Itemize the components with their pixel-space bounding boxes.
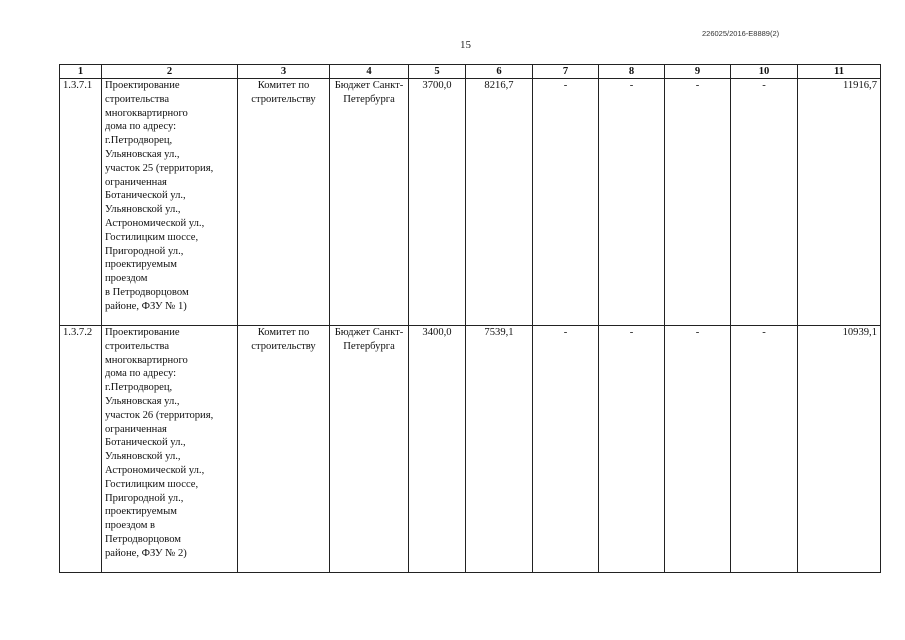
table-row <box>60 326 881 573</box>
row-value-col10: - <box>731 326 798 573</box>
row-description: Проектирование строительства многоквартирного дома по адресу: г.Петродворец, Ульяновская ул., участок 25 (территория, ограниченная Ботанической ул., Ульяновской ул., Астрономической ул., Гостилицким шоссе, Пригородной ул., проектируемым проездом в Петродворцовом районе, ФЗУ № 1) <box>102 79 238 326</box>
row-value-col10: - <box>731 79 798 326</box>
column-header: 7 <box>533 65 599 79</box>
document-registration-number: 226025/2016-Е8889(2) <box>702 29 780 38</box>
column-header: 2 <box>102 65 238 79</box>
table-row <box>60 79 881 326</box>
row-value-col8: - <box>599 326 665 573</box>
column-header: 4 <box>330 65 409 79</box>
row-description: Проектирование строительства многоквартирного дома по адресу: г.Петродворец, Ульяновская ул., участок 26 (территория, ограниченная Ботанической ул., Ульяновской ул., Астрономической ул., Гостилицким шоссе, Пригородной ул., проектируемым проездом в Петродворцовом районе, ФЗУ № 2) <box>102 326 238 573</box>
page-number: 15 <box>460 39 471 51</box>
row-value-col6: 7539,1 <box>466 326 533 573</box>
row-value-col5: 3700,0 <box>409 79 466 326</box>
row-executor: Комитет по строительству <box>238 79 330 326</box>
row-executor: Комитет по строительству <box>238 326 330 573</box>
column-header: 10 <box>731 65 798 79</box>
budget-table <box>59 64 881 573</box>
column-header: 8 <box>599 65 665 79</box>
row-value-col9: - <box>665 79 731 326</box>
row-value-col5: 3400,0 <box>409 326 466 573</box>
column-header: 1 <box>60 65 102 79</box>
row-code: 1.3.7.2 <box>60 326 102 573</box>
row-value-col6: 8216,7 <box>466 79 533 326</box>
column-header: 11 <box>798 65 881 79</box>
row-funding-source: Бюджет Санкт-Петербурга <box>330 79 409 326</box>
column-header: 3 <box>238 65 330 79</box>
column-header: 9 <box>665 65 731 79</box>
table-header-row <box>60 65 881 79</box>
row-value-col7: - <box>533 79 599 326</box>
row-value-col8: - <box>599 79 665 326</box>
column-header: 6 <box>466 65 533 79</box>
row-funding-source: Бюджет Санкт-Петербурга <box>330 326 409 573</box>
row-value-col9: - <box>665 326 731 573</box>
row-value-col7: - <box>533 326 599 573</box>
row-total: 11916,7 <box>798 79 881 326</box>
row-code: 1.3.7.1 <box>60 79 102 326</box>
column-header: 5 <box>409 65 466 79</box>
row-total: 10939,1 <box>798 326 881 573</box>
